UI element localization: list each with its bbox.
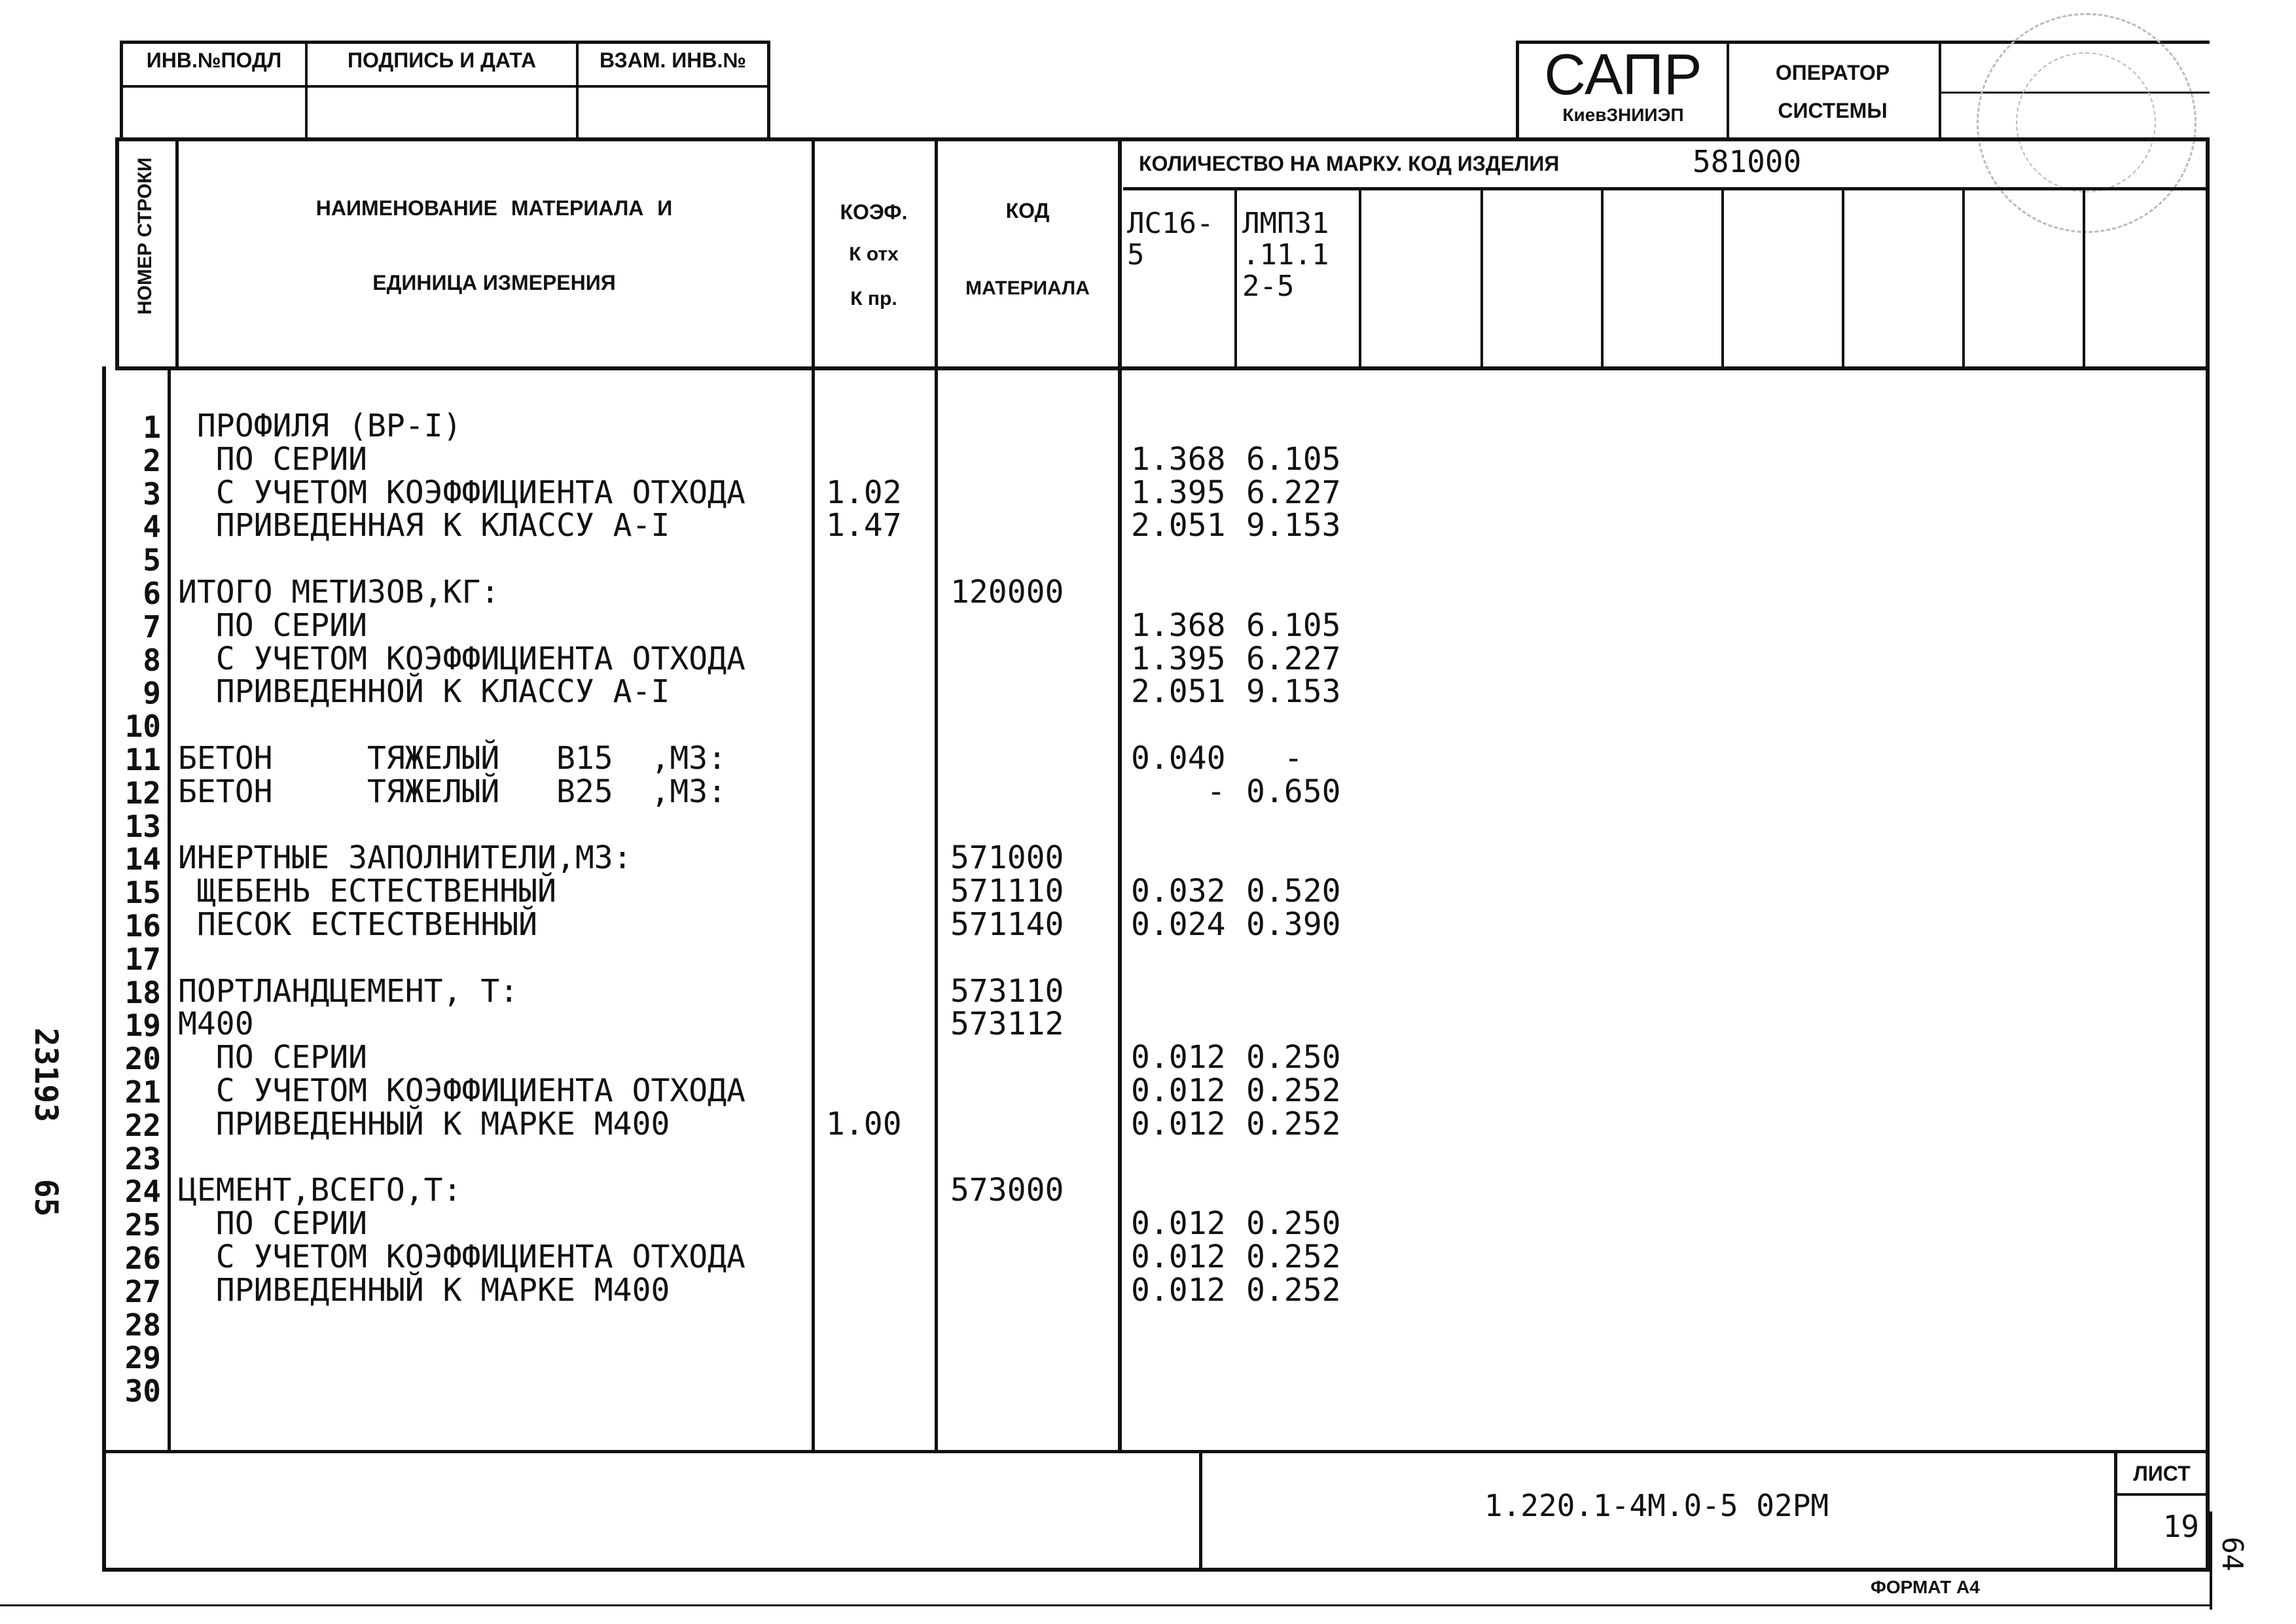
material-name: ПО СЕРИИ: [178, 441, 367, 478]
material-name: ИТОГО МЕТИЗОВ,КГ:: [178, 574, 500, 610]
quantity-mark-2: 0.252: [1246, 1272, 1341, 1309]
format-label: ФОРМАТ А4: [1871, 1577, 1980, 1597]
document-code: 1.220.1-4М.0-5 02РМ: [1484, 1488, 1829, 1523]
row-number: 29: [124, 1340, 161, 1375]
row-number: 19: [124, 1008, 161, 1043]
system-name: САПР: [1544, 42, 1702, 107]
row-number: 28: [124, 1307, 161, 1343]
row-number: 2: [143, 443, 161, 478]
quantity-mark-2: 6.227: [1246, 641, 1341, 677]
row-number: 9: [143, 675, 161, 711]
material-code: 571110: [950, 873, 1064, 909]
row-number: 11: [124, 742, 161, 777]
quantity-mark-2: 9.153: [1246, 507, 1341, 544]
quantity-mark-1: 1.395: [1131, 474, 1226, 511]
quantity-mark-1: 0.012: [1131, 1106, 1226, 1142]
quantity-mark-1: 0.032: [1131, 873, 1226, 909]
quantity-mark-1: 0.024: [1131, 906, 1226, 943]
material-name: С УЧЕТОМ КОЭФФИЦИЕНТА ОТХОДА: [178, 474, 745, 511]
quantity-mark-2: 9.153: [1246, 673, 1341, 710]
row-number-header: НОМЕР СТРОКИ: [134, 157, 156, 315]
row-number: 5: [143, 542, 161, 578]
row-number: 24: [124, 1174, 161, 1209]
quantity-mark-1: 0.012: [1131, 1239, 1226, 1275]
quantity-mark-2: 6.227: [1246, 474, 1341, 511]
material-name: ПО СЕРИИ: [178, 1205, 367, 1242]
quantity-mark-1: 1.368: [1131, 607, 1226, 644]
material-name: С УЧЕТОМ КОЭФФИЦИЕНТА ОТХОДА: [178, 1072, 745, 1109]
operator-label: ОПЕРАТОР СИСТЕМЫ: [1775, 61, 1890, 122]
quantity-mark-2: 0.252: [1246, 1106, 1341, 1142]
material-code: 571000: [950, 839, 1064, 876]
coefficient-k-pr: К пр.: [850, 288, 897, 309]
material-name: БЕТОН ТЯЖЕЛЫЙ В15 ,М3:: [178, 740, 727, 777]
row-number: 23: [124, 1141, 161, 1176]
row-number: 18: [124, 975, 161, 1010]
quantity-mark-2: 6.105: [1246, 607, 1341, 644]
row-number: 17: [124, 942, 161, 977]
row-number: 7: [143, 609, 161, 644]
signature-date-header: ПОДПИСЬ И ДАТА: [347, 48, 537, 72]
side-archive-number: 23193 65: [27, 1027, 64, 1217]
material-code: 120000: [950, 574, 1064, 610]
quantity-mark-2: 0.520: [1246, 873, 1341, 909]
coefficient-value: 1.00: [826, 1106, 902, 1142]
row-number: 25: [124, 1207, 161, 1243]
row-number: 22: [124, 1108, 161, 1143]
material-code: 573112: [950, 1006, 1064, 1042]
row-number: 16: [124, 908, 161, 944]
quantity-mark-1: 0.012: [1131, 1272, 1226, 1309]
row-number: 12: [124, 775, 161, 811]
organization-name: КиевЗНИИЭП: [1562, 105, 1684, 125]
row-number: 26: [124, 1241, 161, 1276]
margin-page-number: 64: [2215, 1536, 2249, 1572]
row-number: 8: [143, 643, 161, 678]
material-name: ПРОФИЛЯ (ВР-I): [178, 408, 462, 444]
material-name: ПРИВЕДЕННЫЙ К МАРКЕ М400: [178, 1106, 670, 1142]
row-number: 10: [124, 709, 161, 744]
row-number: 1: [143, 410, 161, 445]
quantity-mark-1: -: [1131, 773, 1226, 810]
material-name-header-line2: ЕДИНИЦА ИЗМЕРЕНИЯ: [372, 271, 616, 294]
quantity-mark-2: 0.390: [1246, 906, 1341, 943]
mark-column-2: ЛМП31 .11.1 2-5: [1242, 207, 1329, 303]
quantity-mark-2: 0.250: [1246, 1039, 1341, 1076]
quantity-mark-2: -: [1246, 740, 1303, 777]
replacement-inv-header: ВЗАМ. ИНВ.№: [599, 48, 747, 72]
material-name: ПЕСОК ЕСТЕСТВЕННЫЙ: [178, 906, 538, 943]
quantity-mark-1: 1.395: [1131, 641, 1226, 677]
material-name: ИНЕРТНЫЕ ЗАПОЛНИТЕЛИ,М3:: [178, 839, 632, 876]
material-name: ПО СЕРИИ: [178, 1039, 367, 1076]
material-name-header-line1: НАИМЕНОВАНИЕ МАТЕРИАЛА И: [315, 196, 673, 220]
material-code: 573000: [950, 1172, 1064, 1209]
row-number: 27: [124, 1274, 161, 1309]
coefficient-k-waste: К отх: [849, 243, 899, 265]
quantity-mark-2: 0.252: [1246, 1072, 1341, 1109]
material-name: ЦЕМЕНТ,ВСЕГО,Т:: [178, 1172, 462, 1209]
row-number: 13: [124, 809, 161, 844]
mark-column-1: ЛС16- 5: [1127, 207, 1214, 272]
row-number: 4: [143, 509, 161, 544]
sheet-number: 19: [2162, 1509, 2199, 1544]
material-name: ПО СЕРИИ: [178, 607, 367, 644]
quantity-mark-1: 0.012: [1131, 1072, 1226, 1109]
material-name: С УЧЕТОМ КОЭФФИЦИЕНТА ОТХОДА: [178, 1239, 745, 1275]
row-number: 20: [124, 1041, 161, 1076]
material-name: ПОРТЛАНДЦЕМЕНТ, Т:: [178, 973, 519, 1010]
row-number: 30: [124, 1373, 161, 1409]
row-number: 21: [124, 1074, 161, 1110]
row-number: 14: [124, 841, 161, 877]
material-code: 573110: [950, 973, 1064, 1010]
quantity-mark-1: 1.368: [1131, 441, 1226, 478]
sheet-label: ЛИСТ: [2133, 1462, 2191, 1485]
quantity-mark-1: 2.051: [1131, 673, 1226, 710]
quantity-mark-1: 2.051: [1131, 507, 1226, 544]
row-number: 3: [143, 476, 161, 512]
coefficient-value: 1.02: [826, 474, 902, 511]
row-number: 15: [124, 875, 161, 910]
material-name: М400: [178, 1006, 254, 1042]
quantity-mark-2: 0.650: [1246, 773, 1341, 810]
material-name: ПРИВЕДЕННЫЙ К МАРКЕ М400: [178, 1272, 670, 1309]
material-name: ПРИВЕДЕННАЯ К КЛАССУ А-I: [178, 507, 670, 544]
quantity-mark-1: 0.012: [1131, 1039, 1226, 1076]
inv-number-header: ИНВ.№ПОДЛ: [146, 48, 282, 72]
material-name: ЩЕБЕНЬ ЕСТЕСТВЕННЫЙ: [178, 873, 556, 909]
quantity-mark-1: 0.040: [1131, 740, 1226, 777]
quantity-header: КОЛИЧЕСТВО НА МАРКУ. КОД ИЗДЕЛИЯ: [1139, 152, 1560, 175]
coefficient-value: 1.47: [826, 507, 902, 544]
material-code: 571140: [950, 906, 1064, 943]
coefficient-header: КОЭФ.: [840, 200, 908, 224]
material-name: С УЧЕТОМ КОЭФФИЦИЕНТА ОТХОДА: [178, 641, 745, 677]
material-name: ПРИВЕДЕННОЙ К КЛАССУ А-I: [178, 673, 670, 710]
quantity-mark-2: 6.105: [1246, 441, 1341, 478]
material-code-header-line1: КОД: [1005, 199, 1050, 222]
product-code: 581000: [1693, 144, 1802, 179]
row-number: 6: [143, 576, 161, 611]
material-name: БЕТОН ТЯЖЕЛЫЙ В25 ,М3:: [178, 773, 727, 810]
quantity-mark-2: 0.252: [1246, 1239, 1341, 1275]
material-code-header-line2: МАТЕРИАЛА: [965, 277, 1090, 299]
quantity-mark-1: 0.012: [1131, 1205, 1226, 1242]
quantity-mark-2: 0.250: [1246, 1205, 1341, 1242]
